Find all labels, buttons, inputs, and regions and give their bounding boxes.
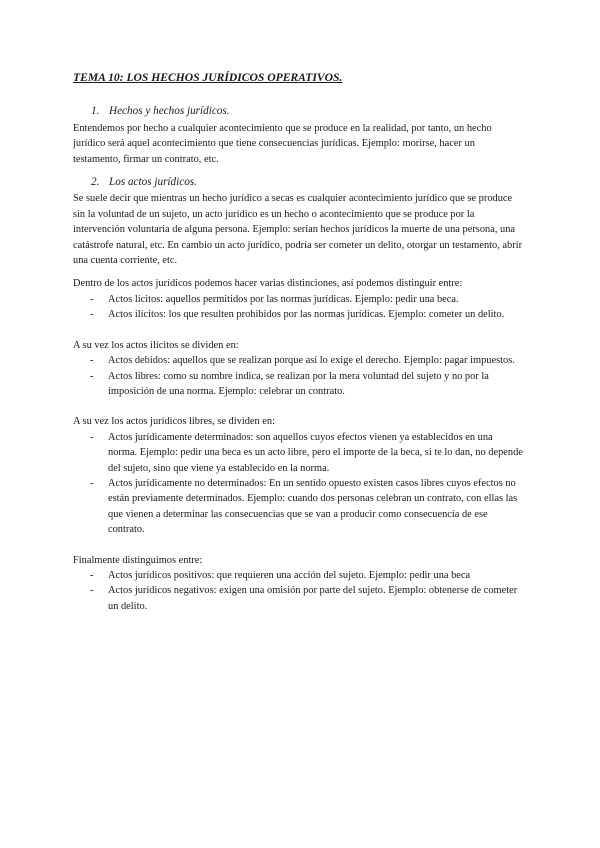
section-2-paragraph: Se suele decir que mientras un hecho jurídico a secas es cualquier acontecimiento jurídico que se produce sin la voluntad de un sujeto, un acto jurídico es un hecho o acontecimiento que se produce por la intervención voluntaria de alguna persona. Ejemplo: serían hechos jurídicos la muerte de una persona, una catástrofe natural, etc. En cambio un acto jurídico, podría ser cometer un delito, otorgar un testamento, abrir una cuenta corriente, etc. [73,193,523,267]
document-body [73,70,523,614]
dash-marker: - [90,569,94,581]
list-item-text: Actos jurídicos negativos: exigen una omisión por parte del sujeto. Ejemplo: obtenerse de cometer un delito. [108,585,518,612]
block-3-intro: A su vez los actos jurídicos libres, se dividen en: [73,416,276,428]
block-2-intro: A su vez los actos ilícitos se dividen en: [73,339,239,351]
block-3-list [73,430,523,538]
section-1-number: 1. [91,105,100,118]
dash-marker: - [90,293,94,305]
block-4-list [73,568,523,614]
list-item [73,476,523,538]
section-1-title: Hechos y hechos jurídicos. [109,105,230,118]
list-item [73,430,523,476]
dash-marker: - [90,309,94,321]
list-item-text: Actos ilícitos: los que resulten prohibidos por las normas jurídicas. Ejemplo: cometer un delito. [108,309,505,321]
list-item [73,307,523,322]
list-item [73,568,523,583]
block-2-list [73,353,523,399]
list-item-text: Actos debidos: aquellos que se realizan porque así lo exige el derecho. Ejemplo: pagar impuestos. [108,355,515,367]
list-item-text: Actos jurídicos positivos: que requieren una acción del sujeto. Ejemplo: pedir una beca [108,569,471,581]
block-4-intro: Finalmente distinguimos entre: [73,554,203,566]
list-item [73,292,523,307]
list-item-text: Actos libres: como su nombre indica, se realizan por la mera voluntad del sujeto y no por la imposición de una norma. Ejemplo: celebrar un contrato. [108,370,489,397]
section-2-number: 2. [91,176,100,189]
list-item-text: Actos jurídicamente determinados: son aquellos cuyos efectos vienen ya establecidos en una norma. Ejemplo: pedir una beca es un acto libre, pero el importe de la beca, si te lo dan, no depende del sujeto, sino que viene ya establecido en la norma. [108,431,523,474]
section-2-title: Los actos jurídicos. [109,176,197,189]
dash-marker: - [90,477,94,489]
list-item [73,369,523,400]
block-1-intro: Dentro de los actos jurídicos podemos hacer varias distinciones, así podemos distinguir entre: [73,278,463,290]
section-1-paragraph: Entendemos por hecho a cualquier acontecimiento que se produce en la realidad, por tanto, un hecho jurídico será aquel acontecimiento que tiene consecuencias jurídicas. Ejemplo: morirse, hacer un testamento, firmar un contrato, etc. [73,122,492,165]
block-1-list [73,292,523,323]
dash-marker: - [90,355,94,367]
section-2-heading [91,175,523,190]
section-1-heading [91,104,523,119]
dash-marker: - [90,585,94,597]
list-item [73,353,523,368]
list-item-text: Actos lícitos: aquellos permitidos por las normas jurídicas. Ejemplo: pedir una beca. [108,293,459,305]
page-title: TEMA 10: LOS HECHOS JURÍDICOS OPERATIVOS. [73,71,343,84]
list-item-text: Actos jurídicamente no determinados: En un sentido opuesto existen casos libres cuyos efectos no están previamente determinados. Ejemplo: cuando dos personas celebran un contrato, con ellas las que vienen a determinar las consecuencias que se van a producir como consecuencia de ese contrato. [108,477,518,536]
dash-marker: - [90,370,94,382]
dash-marker: - [90,431,94,443]
list-item [73,583,523,614]
